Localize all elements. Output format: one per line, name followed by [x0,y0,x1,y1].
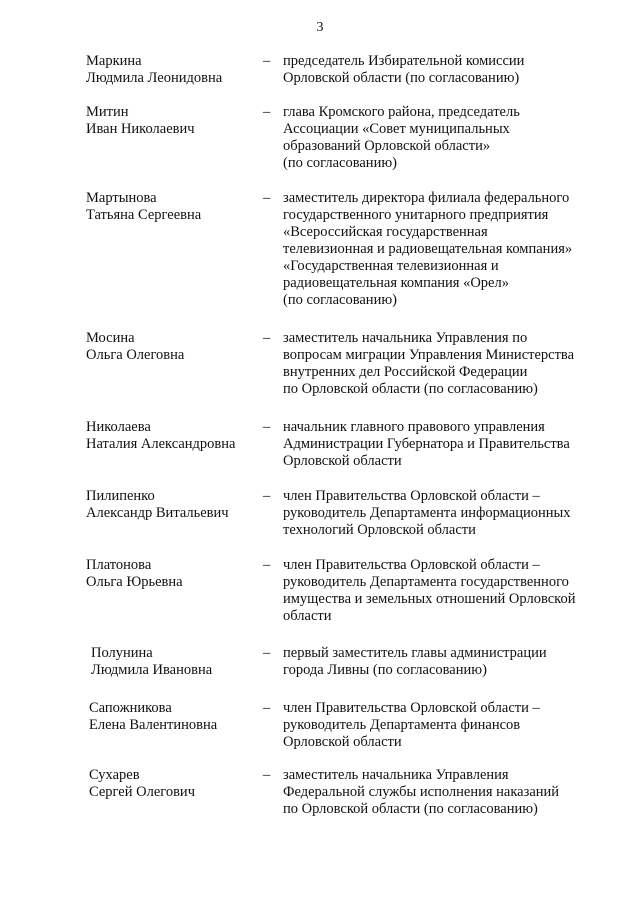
role-line: (по согласованию) [283,292,397,308]
member-role [283,104,613,172]
role-line: глава Кромского района, председатель [283,104,520,120]
member-given-names: Елена Валентиновна [89,717,218,733]
member-name [86,53,261,87]
role-line: заместитель директора филиала федерального [283,190,570,206]
separator-dash: – [263,104,271,120]
member-given-names: Александр Витальевич [86,505,229,521]
member-surname: Сапожникова [89,700,172,716]
role-line: (по согласованию) [283,155,397,171]
member-role [283,419,613,470]
separator-dash: – [263,557,271,573]
member-role [283,53,613,87]
role-line: Орловской области (по согласованию) [283,70,520,86]
role-line: заместитель начальника Управления [283,767,509,783]
member-role [283,767,613,818]
member-surname: Митин [86,104,129,120]
member-surname: Маркина [86,53,142,69]
role-line: член Правительства Орловской области – [283,557,540,573]
role-line: города Ливны (по согласованию) [283,662,487,678]
role-line: заместитель начальника Управления по [283,330,528,346]
member-name [86,104,261,138]
member-name [89,767,264,801]
role-line: член Правительства Орловской области – [283,700,540,716]
separator-dash: – [263,419,271,435]
role-line: имущества и земельных отношений Орловской [283,591,576,607]
member-role [283,557,613,625]
member-given-names: Сергей Олегович [89,784,195,800]
role-line: «Всероссийская государственная [283,224,488,240]
member-role [283,488,613,539]
member-surname: Сухарев [89,767,140,783]
role-line: по Орловской области (по согласованию) [283,381,538,397]
role-line: Орловской области [283,453,402,469]
member-role [283,700,613,751]
page-number: 3 [316,20,324,35]
member-given-names: Наталия Александровна [86,436,236,452]
role-line: первый заместитель главы администрации [283,645,547,661]
role-line: член Правительства Орловской области – [283,488,540,504]
member-role [283,190,613,309]
role-line: руководитель Департамента государственного [283,574,569,590]
role-line: внутренних дел Российской Федерации [283,364,528,380]
role-line: области [283,608,332,624]
role-line: Орловской области [283,734,402,750]
member-name [86,488,261,522]
member-given-names: Людмила Леонидовна [86,70,223,86]
role-line: по Орловской области (по согласованию) [283,801,538,817]
role-line: Администрации Губернатора и Правительства [283,436,570,452]
member-name [86,557,261,591]
separator-dash: – [263,645,271,661]
role-line: образований Орловской области» [283,138,491,154]
role-line: телевизионная и радиовещательная компания» [283,241,573,257]
role-line: радиовещательная компания «Орел» [283,275,509,291]
member-role [283,645,613,679]
member-given-names: Ольга Олеговна [86,347,185,363]
member-name [86,330,261,364]
member-surname: Мосина [86,330,135,346]
member-role [283,330,613,398]
role-line: начальник главного правового управления [283,419,545,435]
member-name [89,700,264,734]
role-line: председатель Избирательной комиссии [283,53,525,69]
role-line: руководитель Департамента финансов [283,717,521,733]
separator-dash: – [263,53,271,69]
member-given-names: Людмила Ивановна [91,662,213,678]
member-surname: Платонова [86,557,152,573]
role-line: руководитель Департамента информационных [283,505,571,521]
member-name [86,190,261,224]
separator-dash: – [263,767,271,783]
member-name [86,419,261,453]
member-surname: Пилипенко [86,488,155,504]
role-line: государственного унитарного предприятия [283,207,549,223]
separator-dash: – [263,488,271,504]
role-line: Ассоциации «Совет муниципальных [283,121,510,137]
separator-dash: – [263,700,271,716]
separator-dash: – [263,330,271,346]
member-given-names: Татьяна Сергеевна [86,207,202,223]
role-line: Федеральной службы исполнения наказаний [283,784,560,800]
member-surname: Полунина [91,645,153,661]
role-line: вопросам миграции Управления Министерства [283,347,575,363]
member-name [91,645,266,679]
member-given-names: Ольга Юрьевна [86,574,183,590]
separator-dash: – [263,190,271,206]
member-surname: Николаева [86,419,151,435]
member-given-names: Иван Николаевич [86,121,195,137]
role-line: «Государственная телевизионная и [283,258,499,274]
member-surname: Мартынова [86,190,157,206]
role-line: технологий Орловской области [283,522,476,538]
